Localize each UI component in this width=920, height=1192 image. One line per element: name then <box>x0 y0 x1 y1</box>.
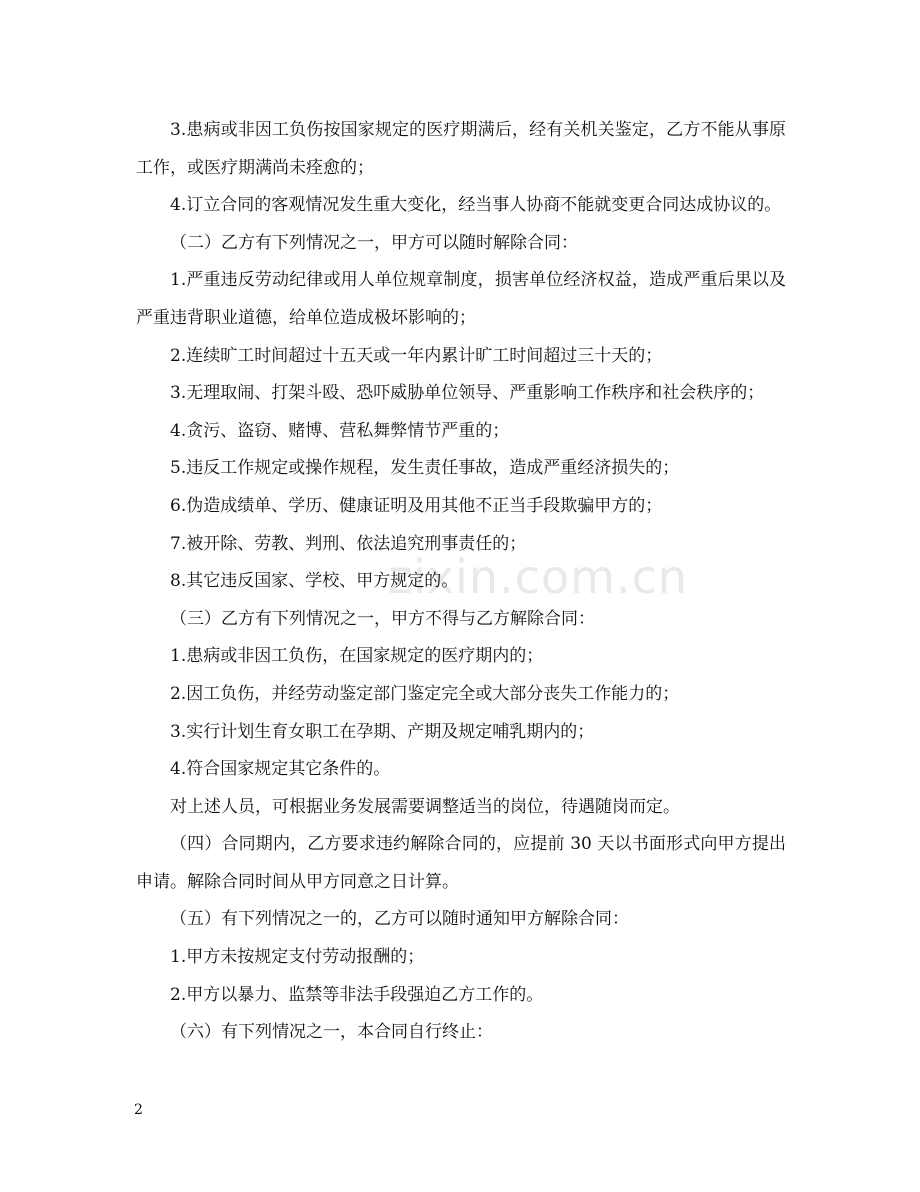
paragraph: 3.实行计划生育女职工在孕期、产期及规定哺乳期内的； <box>170 721 595 742</box>
paragraph: （二）乙方有下列情况之一，甲方可以随时解除合同： <box>170 232 578 253</box>
paragraph: 1.患病或非因工负伤，在国家规定的医疗期内的； <box>170 646 544 667</box>
watermark: zixin.com.cn <box>388 550 689 604</box>
paragraph: 2.甲方以暴力、监禁等非法手段强迫乙方工作的。 <box>170 984 544 1005</box>
paragraph: 7.被开除、劳教、判刑、依法追究刑事责任的； <box>170 533 527 554</box>
paragraph: 2.因工负伤，并经劳动鉴定部门鉴定完全或大部分丧失工作能力的； <box>170 683 680 704</box>
paragraph: 对上述人员，可根据业务发展需要调整适当的岗位，待遇随岗而定。 <box>170 796 680 817</box>
paragraph: 8.其它违反国家、学校、甲方规定的。 <box>170 571 459 592</box>
paragraph: 5.违反工作规定或操作规程，发生责任事故，造成严重经济损失的； <box>170 458 680 479</box>
page-number: 2 <box>134 1102 143 1118</box>
paragraph: 2.连续旷工时间超过十五天或一年内累计旷工时间超过三十天的； <box>170 345 663 366</box>
document-body <box>136 112 786 1052</box>
paragraph: 1.甲方未按规定支付劳动报酬的； <box>170 947 425 968</box>
paragraph: 1.严重违反劳动纪律或用人单位规章制度，损害单位经济权益，造成严重后果以及严重违背职业道德，给单位造成极坏影响的； <box>136 270 786 328</box>
paragraph: （六）有下列情况之一，本合同自行终止： <box>170 1022 493 1043</box>
paragraph: 4.贪污、盗窃、赌博、营私舞弊情节严重的； <box>170 420 510 441</box>
paragraph: （四）合同期内，乙方要求违约解除合同的，应提前 30 天以书面形式向甲方提出申请。解除合同时间从甲方同意之日计算。 <box>136 834 786 892</box>
paragraph: 3.无理取闹、打架斗殴、恐吓威胁单位领导、严重影响工作秩序和社会秩序的； <box>170 383 765 404</box>
paragraph: （五）有下列情况之一的，乙方可以随时通知甲方解除合同： <box>170 909 629 930</box>
paragraph: （三）乙方有下列情况之一，甲方不得与乙方解除合同： <box>170 608 595 629</box>
paragraph: 6.伪造成绩单、学历、健康证明及用其他不正当手段欺骗甲方的； <box>170 495 663 516</box>
paragraph: 4.符合国家规定其它条件的。 <box>170 759 391 780</box>
paragraph: 4.订立合同的客观情况发生重大变化，经当事人协商不能就变更合同达成协议的。 <box>170 195 782 216</box>
paragraph: 3.患病或非因工负伤按国家规定的医疗期满后，经有关机关鉴定，乙方不能从事原工作，或医疗期满尚未痊愈的； <box>136 120 786 178</box>
